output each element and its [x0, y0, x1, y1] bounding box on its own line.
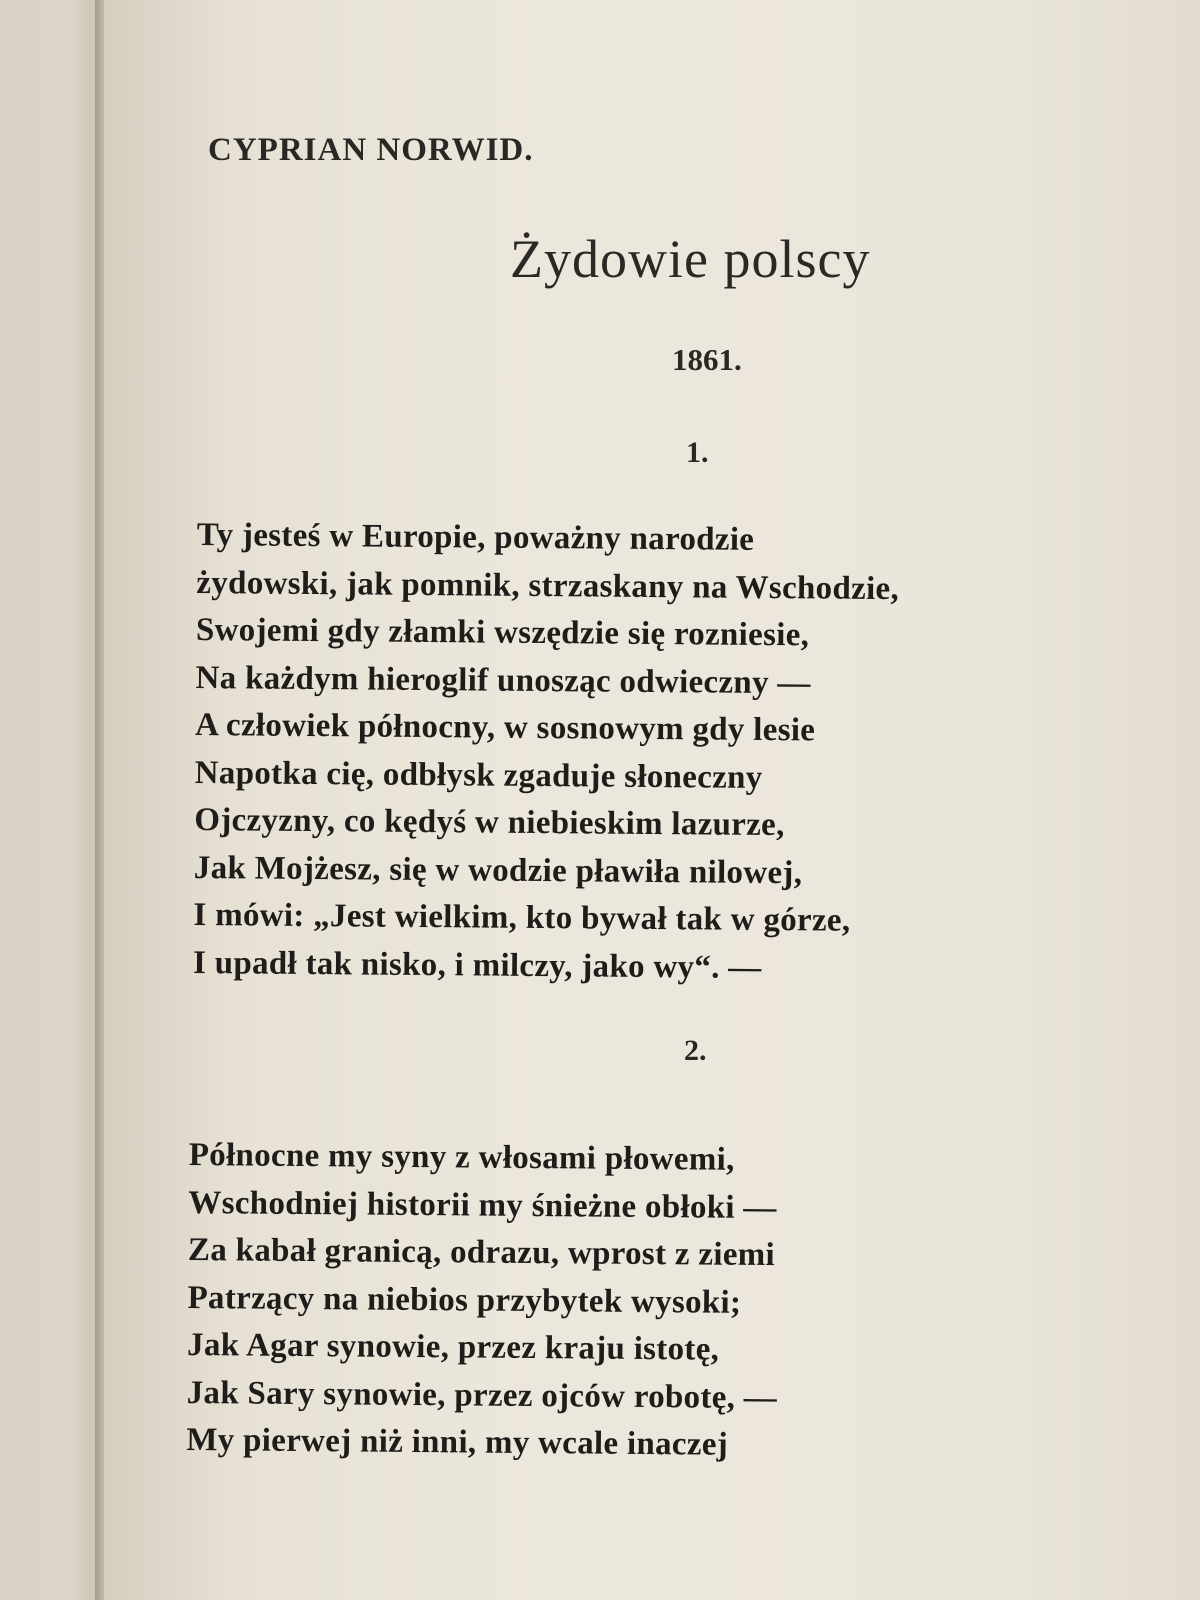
verse-line: I mówi: „Jest wielkim, kto bywał tak w górze, [193, 896, 851, 939]
stanza-2 [186, 1132, 779, 1470]
verse-line: Wschodniej historii my śnieżne obłoki — [188, 1184, 777, 1226]
verse-line: A człowiek północny, w sosnowym gdy lesie [194, 706, 816, 749]
verse-line: żydowski, jak pomnik, strzaskany na Wschodzie, [196, 564, 900, 607]
poem-title: Żydowie polscy [510, 229, 871, 289]
author-name: CYPRIAN NORWID. [208, 132, 534, 168]
verse-line: Jak Agar synowie, przez kraju istotę, [186, 1326, 720, 1368]
verse-line: Na każdym hieroglif unosząc odwieczny — [195, 659, 811, 701]
stanza-1 [193, 512, 900, 993]
verse-line: Jak Sary synowie, przez ojców robotę, — [186, 1374, 778, 1416]
left-page-edge [0, 0, 100, 1600]
verse-line: Jak Mojżesz, się w wodzie pławiła nilowej, [193, 849, 803, 891]
section-number-1: 1. [686, 436, 709, 469]
verse-line: Za kabał granicą, odrazu, wprost z ziemi [187, 1231, 776, 1274]
verse-line: Ty jesteś w Europie, poważny narodzie [196, 516, 755, 558]
verse-line: Ojczyzny, co kędyś w niebieskim lazurze, [194, 801, 785, 844]
verse-line: My pierwej niż inni, my wcale inaczej [186, 1421, 729, 1463]
section-number-2: 2. [684, 1034, 707, 1067]
verse-line: Napotka cię, odbłysk zgaduje słoneczny [194, 754, 763, 796]
verse-line: Patrzący na niebios przybytek wysoki; [187, 1279, 742, 1321]
verse-line: Północne my syny z włosami płowemi, [188, 1136, 735, 1178]
poem-year: 1861. [672, 342, 742, 377]
verse-line: Swojemi gdy złamki wszędzie się rozniesie, [195, 611, 810, 654]
verse-line: I upadł tak nisko, i milczy, jako wy“. — [192, 944, 762, 986]
